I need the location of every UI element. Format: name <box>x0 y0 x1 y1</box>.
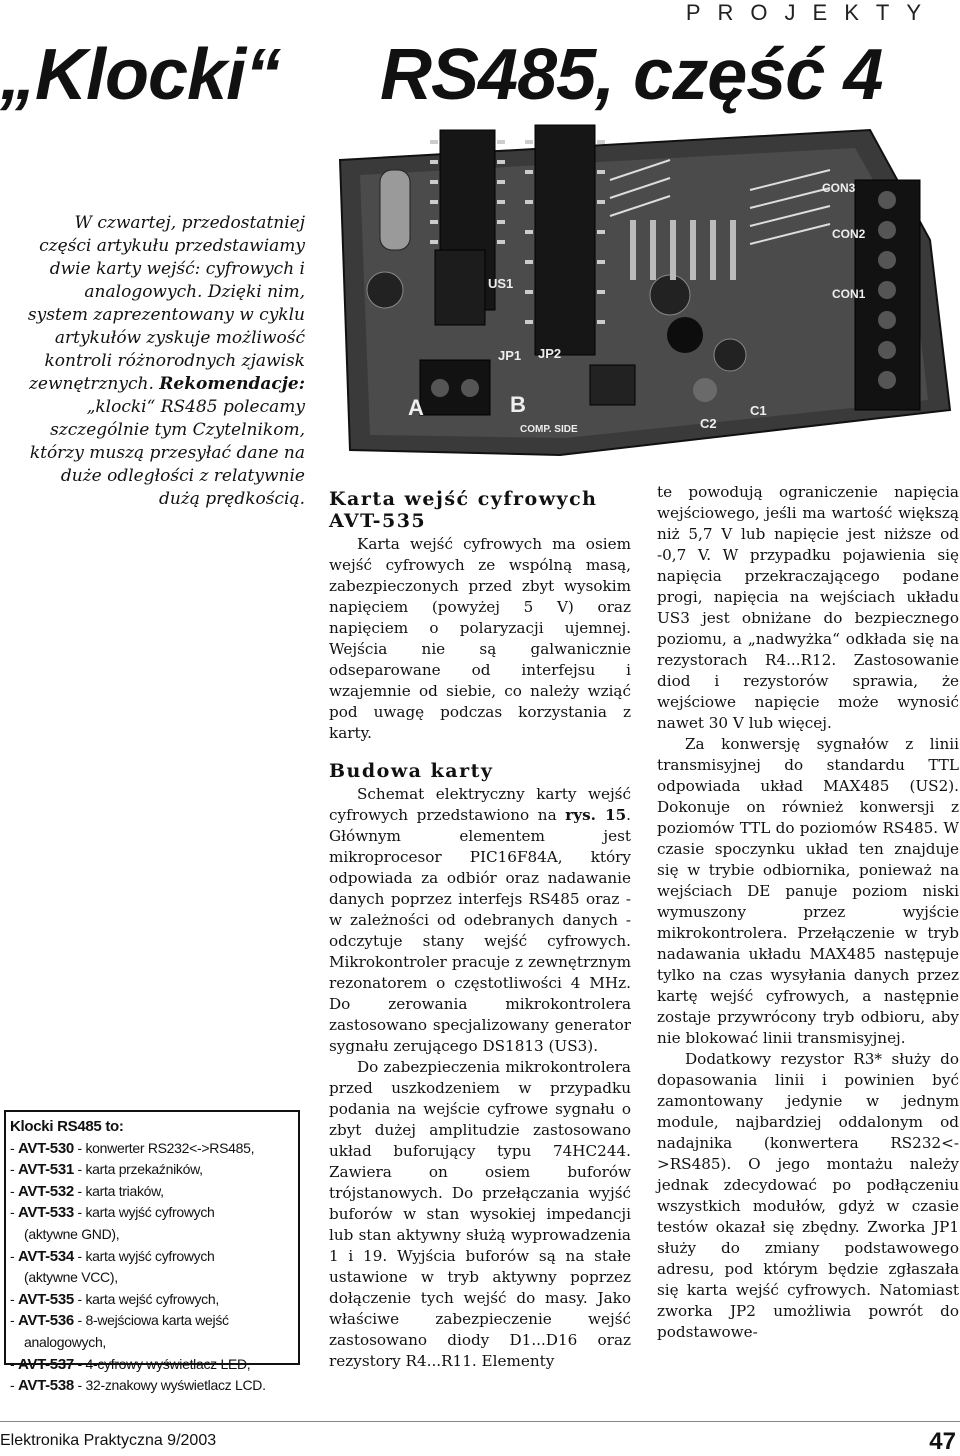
module-desc: - karta przekaźników, <box>73 1161 203 1178</box>
paragraph: Za konwersję sygnałów z linii transmisyjnej do standardu TTL odpowiada układ MAX485 (US2). Dokonuje on również konwersji z poziomów TTL do poziomów RS485. W czasie spoczynku układ ten znajduje się w trybie odbiornika, ponieważ na wejściach DE panuje poziom niski wymuszony przez wyjście mikrokontrolera. Przełączenie w tryb nadawania układu MAX485 następuje tylko na czas wysyłania danych przez kartę wejść cyfrowych, a następnie zostaje przywrócony tryb odbioru, aby nie blokować linii transmisyjnej. <box>657 735 959 1047</box>
module-code: AVT-537 <box>17 1355 74 1373</box>
module-code: AVT-531 <box>17 1161 74 1179</box>
board-label-jp1: JP1 <box>498 348 522 363</box>
list-item: - AVT-532 - karta triaków, <box>10 1182 164 1200</box>
board-label-a: A <box>408 395 424 420</box>
section-label: PROJEKTY <box>685 0 938 25</box>
board-label-b: B <box>510 392 526 417</box>
module-code: AVT-535 <box>17 1290 74 1308</box>
paragraph <box>329 784 631 1057</box>
list-item: - AVT-536 - 8-wejściowa karta wejść <box>10 1312 229 1330</box>
intro-text: W czwartej, przedostatniej części artykułu przedstawiamy dwie karty wejść: cyfrowych i analogowych. Dzięki nim, system zaprezentowany w cyklu artykułów zyskuje możliwość kontroli różnorodnych zjawisk zewnętrznych. <box>27 213 305 394</box>
module-code: AVT-532 <box>17 1182 74 1200</box>
paragraph: Dodatkowy rezystor R3* służy do dopasowania linii i powinien być zamontowany jedynie w jednym module, najbardziej oddalonym od nadajnika (konwertera RS232<->RS485). O jego montażu należy jednak zdecydować po podłączeniu wszystkich modułów, gdyż w czasie testów okazał się zbędny. Zworka JP1 służy do zmiany podstawowego adresu, pod którym będzie zgłaszała się karta wejść cyfrowych. Natomiast zworka JP2 umożliwia powrót do podstawowe- <box>657 1050 959 1341</box>
module-desc-continued: (aktywne VCC), <box>24 1269 118 1286</box>
module-desc: - konwerter RS232<->RS485, <box>73 1139 255 1156</box>
board-label-us1: US1 <box>488 276 514 291</box>
board-label-con3: CON3 <box>822 181 856 195</box>
magazine-issue: Elektronika Praktyczna 9/2003 <box>0 1432 217 1449</box>
module-desc: - karta wyjść cyfrowych <box>73 1204 215 1221</box>
list-item: - AVT-537 - 4-cyfrowy wyświetlacz LED, <box>10 1355 251 1373</box>
module-desc: - karta triaków, <box>73 1182 164 1199</box>
board-label-c2: C2 <box>700 416 717 431</box>
sidebar-list <box>10 1138 294 1397</box>
board-label-con2: CON2 <box>832 227 866 241</box>
sidebar-title: Klocki RS485 to: <box>10 1118 124 1135</box>
paragraph: Karta wejść cyfrowych ma osiem wejść cyfrowych ze wspólną masą, zabezpieczonych przed zbyt wysokim napięciem (powyżej 5 V) oraz napięciem o polaryzacji ujemnej. Wejścia nie są galwanicznie odseparowane od interfejsu i wzajemnie od siebie, co należy wziąć pod uwagę podczas korzystania z karty. <box>329 535 631 742</box>
pcb-photo <box>310 120 960 470</box>
article-title <box>0 35 960 115</box>
heading-card-construction: Budowa karty <box>329 760 494 782</box>
board-label-c1: C1 <box>750 403 767 418</box>
heading-digital-input-card: Karta wejść cyfrowych AVT-535 <box>329 488 598 532</box>
list-item: - AVT-534 - karta wyjść cyfrowych <box>10 1247 215 1265</box>
board-label-jp2: JP2 <box>538 346 562 361</box>
middle-column <box>329 482 631 1372</box>
paragraph: te powodują ograniczenie napięcia wejściowego, jeśli ma wartość większą niż 5,7 V lub napięcie jest niższe od -0,7 V. W przypadku pojawienia się napięcia przekraczającego podane progi, napięcia na wejściach układu US3 jest obniżane do bezpiecznego poziomu, a „nadwyżka“ odkłada się na rezystorach R4...R12. Zastosowanie diod i rezystorów sprawia, że wejściowe napięcie może wynosić nawet 30 V lub więcej. <box>657 483 959 732</box>
recommendation-text: „klocki“ RS485 polecamy szczególnie tym Czytelnikom, którzy muszą przesyłać dane na duże odległości z relatywnie dużą prędkością. <box>29 397 305 509</box>
title-part-1: „Klocki“ <box>0 35 281 115</box>
module-code: AVT-533 <box>17 1204 74 1222</box>
module-code: AVT-530 <box>17 1139 74 1157</box>
module-desc: - 8-wejściowa karta wejść <box>73 1312 229 1329</box>
module-desc: - karta wyjść cyfrowych <box>73 1247 215 1264</box>
series-sidebar-box <box>4 1110 300 1395</box>
right-column <box>657 482 959 1343</box>
module-desc: - 4-cyfrowy wyświetlacz LED, <box>73 1355 251 1372</box>
list-item: - AVT-531 - karta przekaźników, <box>10 1161 203 1179</box>
module-desc-continued: (aktywne GND), <box>24 1225 120 1242</box>
figure-reference: rys. 15 <box>565 806 627 824</box>
board-label-comp-side: COMP. SIDE <box>520 424 578 435</box>
paragraph: Do zabezpieczenia mikrokontrolera przed uszkodzeniem w przypadku podania na wejście cyfrowe sygnału o zbyt dużej amplitudzie zastosowano układ buforujący typu 74HC244. Zawiera on osiem buforów trójstanowych. Do przełączania wyjść buforów w stan wysokiej impedancji lub stan aktywny służą wyprowadzenia 1 i 19. Wyjścia buforów są na stałe ustawione w tryb aktywny poprzez dołączenie tych wejść do masy. Jako właściwe zabezpieczenie wejść zastosowano diody D1...D16 oraz rezystory R4...R11. Elementy <box>329 1058 631 1370</box>
module-code: AVT-534 <box>17 1247 74 1265</box>
list-item: - AVT-530 - konwerter RS232<->RS485, <box>10 1139 255 1157</box>
module-desc: - 32-znakowy wyświetlacz LCD. <box>73 1377 266 1394</box>
intro-lead <box>20 212 305 511</box>
recommendation-label: Rekomendacje: <box>159 374 305 394</box>
title-part-2: RS485, część 4 <box>380 35 883 115</box>
list-item: - AVT-538 - 32-znakowy wyświetlacz LCD. <box>10 1377 266 1395</box>
list-item: - AVT-535 - karta wejść cyfrowych, <box>10 1290 219 1308</box>
module-desc: - karta wejść cyfrowych, <box>73 1290 219 1307</box>
page-number: 47 <box>929 1428 956 1455</box>
module-code: AVT-538 <box>17 1377 74 1395</box>
footer-divider <box>0 1421 960 1422</box>
board-label-con1: CON1 <box>832 287 866 301</box>
module-code: AVT-536 <box>17 1312 74 1330</box>
list-item: - AVT-533 - karta wyjść cyfrowych <box>10 1204 215 1222</box>
text-run: . Głównym elementem jest mikroprocesor PIC16F84A, który odpowiada za odbiór oraz nadawanie danych poprzez interfejs RS485 oraz - w zależności od odebranych danych - odczytuje stany wejść cyfrowych. Mikrokontroler pracuje z zewnętrznym rezonatorem o częstotliwości 4 MHz. Do zerowania mikrokontrolera zastosowano specjalizowany generator sygnału zerującego DS1813 (US3). <box>329 806 631 1055</box>
text-run: Schemat elektryczny karty wejść cyfrowych przedstawiono na <box>329 785 631 824</box>
module-desc-continued: analogowych, <box>24 1333 107 1350</box>
